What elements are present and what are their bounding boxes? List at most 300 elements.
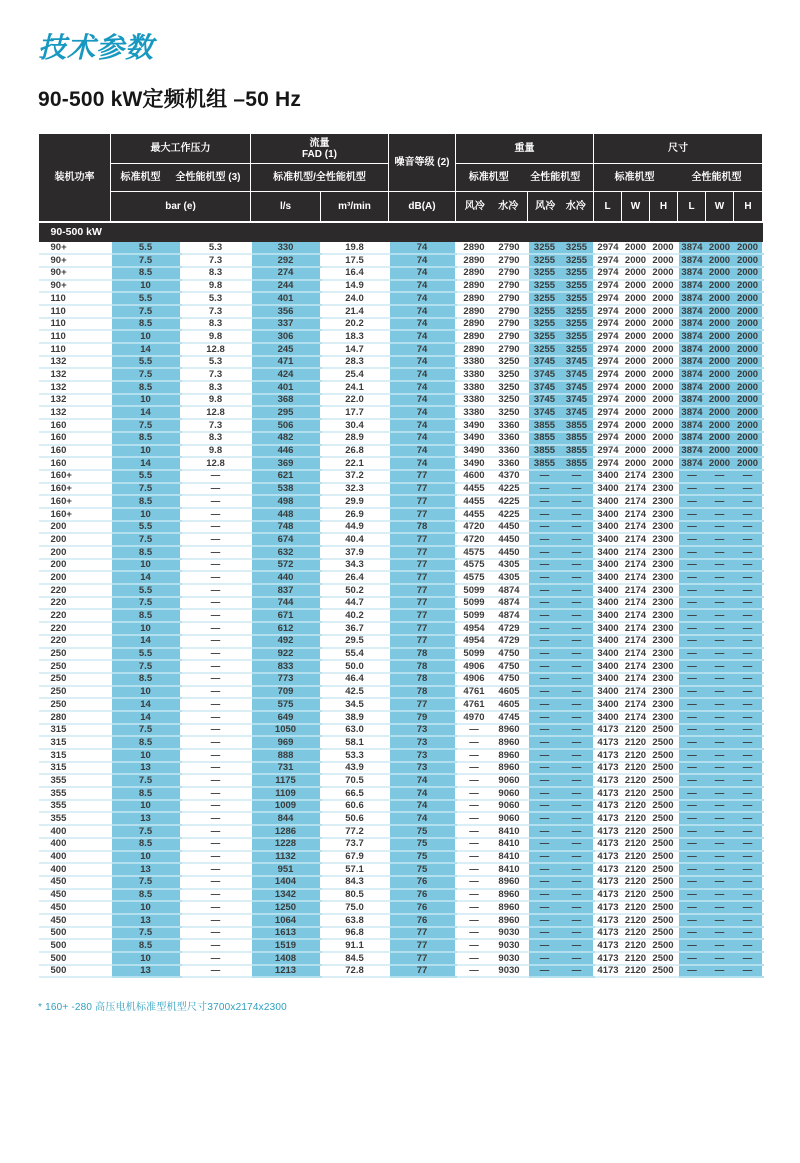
cell: 77: [389, 508, 456, 521]
cell: 3400: [594, 660, 622, 673]
cell: 76: [389, 876, 456, 889]
cell: 2000: [650, 356, 678, 369]
cell: 575: [251, 698, 321, 711]
cell: 424: [251, 368, 321, 381]
cell-power: 110: [39, 305, 111, 318]
cell: 4906: [456, 673, 492, 686]
cell: —: [678, 901, 706, 914]
cell: 63.8: [321, 914, 389, 927]
cell: —: [528, 533, 561, 546]
cell: 2500: [650, 774, 678, 787]
cell-power: 160: [39, 457, 111, 470]
cell: 91.1: [321, 939, 389, 952]
cell: 2174: [622, 686, 650, 699]
cell: 74: [389, 254, 456, 267]
cell: —: [528, 546, 561, 559]
cell: 4305: [492, 571, 528, 584]
cell: 4173: [594, 787, 622, 800]
cell: 3380: [456, 406, 492, 419]
cell: 306: [251, 330, 321, 343]
cell: —: [561, 749, 594, 762]
cell: 4173: [594, 939, 622, 952]
cell: 8.5: [111, 673, 181, 686]
cell: 10: [111, 901, 181, 914]
cell: 4173: [594, 838, 622, 851]
cell: 73: [389, 736, 456, 749]
cell: —: [528, 584, 561, 597]
cell: —: [734, 851, 763, 864]
cell: 2790: [492, 305, 528, 318]
cell: 2000: [734, 280, 763, 293]
cell: —: [678, 927, 706, 940]
cell: —: [561, 571, 594, 584]
cell: 34.3: [321, 559, 389, 572]
cell: —: [181, 939, 251, 952]
cell: 2174: [622, 622, 650, 635]
cell: —: [181, 597, 251, 610]
cell: 3250: [492, 356, 528, 369]
cell: 2500: [650, 787, 678, 800]
cell: 2174: [622, 533, 650, 546]
header-dim-full-w: W: [706, 192, 734, 222]
table-row: [39, 686, 763, 699]
cell: 30.4: [321, 419, 389, 432]
cell: 4906: [456, 660, 492, 673]
cell: 8.5: [111, 381, 181, 394]
cell-power: 110: [39, 330, 111, 343]
cell: 2120: [622, 774, 650, 787]
cell: 8.5: [111, 838, 181, 851]
cell: —: [561, 889, 594, 902]
cell: 4173: [594, 876, 622, 889]
cell: —: [528, 660, 561, 673]
cell: 4173: [594, 749, 622, 762]
cell: 2174: [622, 470, 650, 483]
cell: 471: [251, 356, 321, 369]
cell: 3380: [456, 381, 492, 394]
cell: 4605: [492, 686, 528, 699]
cell: 3400: [594, 609, 622, 622]
cell: 4720: [456, 533, 492, 546]
cell: —: [734, 546, 763, 559]
cell: 2120: [622, 876, 650, 889]
cell: 2300: [650, 470, 678, 483]
table-row: [39, 914, 763, 927]
cell-power: 132: [39, 356, 111, 369]
cell: 4225: [492, 483, 528, 496]
cell: —: [734, 876, 763, 889]
cell: 29.9: [321, 495, 389, 508]
cell: 2500: [650, 927, 678, 940]
cell: —: [561, 812, 594, 825]
cell: —: [678, 736, 706, 749]
cell: 76: [389, 914, 456, 927]
cell: 3255: [561, 292, 594, 305]
cell: 16.4: [321, 267, 389, 280]
cell: —: [734, 660, 763, 673]
cell: —: [181, 889, 251, 902]
table-row: [39, 597, 763, 610]
header-unit-m3min: m³/min: [321, 192, 389, 222]
cell: 2300: [650, 495, 678, 508]
cell: 28.3: [321, 356, 389, 369]
cell: 40.2: [321, 609, 389, 622]
cell: —: [678, 762, 706, 775]
cell: 3255: [561, 267, 594, 280]
cell: —: [678, 952, 706, 965]
cell: 3400: [594, 571, 622, 584]
cell: 8960: [492, 762, 528, 775]
cell: 2120: [622, 825, 650, 838]
cell: —: [734, 571, 763, 584]
cell: 2174: [622, 698, 650, 711]
cell: —: [734, 939, 763, 952]
cell: —: [734, 673, 763, 686]
cell: 2974: [594, 242, 622, 255]
cell: —: [678, 660, 706, 673]
cell: 2000: [650, 368, 678, 381]
cell: 72.8: [321, 965, 389, 978]
cell: 12.8: [181, 343, 251, 356]
cell: —: [561, 838, 594, 851]
cell: 29.5: [321, 635, 389, 648]
cell: 67.9: [321, 851, 389, 864]
page-title: 技术参数: [38, 32, 155, 63]
cell: 3400: [594, 495, 622, 508]
cell: 74: [389, 774, 456, 787]
table-row: [39, 533, 763, 546]
cell: 14: [111, 457, 181, 470]
cell: —: [734, 635, 763, 648]
cell: 25.4: [321, 368, 389, 381]
cell: —: [678, 559, 706, 572]
cell: 8.5: [111, 787, 181, 800]
cell: 9030: [492, 965, 528, 978]
cell: 14: [111, 635, 181, 648]
cell: 77: [389, 927, 456, 940]
cell: 3855: [528, 457, 561, 470]
cell: 295: [251, 406, 321, 419]
cell: 2000: [622, 394, 650, 407]
cell: —: [561, 673, 594, 686]
cell: —: [734, 812, 763, 825]
cell: 2300: [650, 483, 678, 496]
cell: 2500: [650, 762, 678, 775]
cell: 78: [389, 660, 456, 673]
header-pressure-models: [111, 164, 251, 192]
cell: 77: [389, 559, 456, 572]
cell: —: [706, 648, 734, 661]
cell: 3874: [678, 419, 706, 432]
cell: —: [528, 952, 561, 965]
cell: —: [678, 851, 706, 864]
cell: 8960: [492, 901, 528, 914]
cell: 3855: [561, 432, 594, 445]
cell: —: [678, 787, 706, 800]
cell: 2974: [594, 318, 622, 331]
header-weight-models: [456, 164, 594, 192]
cell: 612: [251, 622, 321, 635]
table-row: [39, 381, 763, 394]
cell: 2974: [594, 305, 622, 318]
cell: 4173: [594, 825, 622, 838]
cell: 74: [389, 800, 456, 813]
cell: 77: [389, 952, 456, 965]
cell: 2974: [594, 445, 622, 458]
cell: 3400: [594, 559, 622, 572]
cell: 5099: [456, 597, 492, 610]
cell: —: [734, 698, 763, 711]
cell: 2000: [622, 254, 650, 267]
cell: 3874: [678, 381, 706, 394]
cell: 77: [389, 597, 456, 610]
cell: 2000: [650, 381, 678, 394]
cell: 3874: [678, 330, 706, 343]
cell: —: [678, 622, 706, 635]
cell: 3400: [594, 622, 622, 635]
cell: 2120: [622, 863, 650, 876]
cell: —: [528, 939, 561, 952]
cell: 50.0: [321, 660, 389, 673]
cell: 649: [251, 711, 321, 724]
cell-power: 355: [39, 787, 111, 800]
cell: —: [528, 571, 561, 584]
cell-power: 160: [39, 445, 111, 458]
cell: 2974: [594, 330, 622, 343]
cell-power: 315: [39, 736, 111, 749]
cell-power: 110: [39, 343, 111, 356]
cell: 10: [111, 394, 181, 407]
cell: 2000: [650, 267, 678, 280]
cell: 4173: [594, 965, 622, 978]
cell: —: [181, 660, 251, 673]
cell: 77.2: [321, 825, 389, 838]
cell: 2790: [492, 280, 528, 293]
cell: —: [706, 762, 734, 775]
cell: 8.3: [181, 318, 251, 331]
cell: —: [678, 838, 706, 851]
cell: 2174: [622, 635, 650, 648]
cell: 4173: [594, 889, 622, 902]
cell: 446: [251, 445, 321, 458]
cell: —: [678, 889, 706, 902]
cell: —: [528, 724, 561, 737]
cell: 440: [251, 571, 321, 584]
cell-power: 160+: [39, 483, 111, 496]
cell: —: [734, 800, 763, 813]
cell: —: [706, 927, 734, 940]
cell: 2000: [650, 394, 678, 407]
cell-power: 200: [39, 559, 111, 572]
cell: —: [528, 648, 561, 661]
cell: 2000: [706, 445, 734, 458]
table-row: [39, 406, 763, 419]
cell: 4761: [456, 686, 492, 699]
cell: 2000: [734, 343, 763, 356]
cell: —: [678, 711, 706, 724]
cell: —: [456, 787, 492, 800]
cell: 4729: [492, 635, 528, 648]
cell: —: [181, 533, 251, 546]
cell: —: [561, 483, 594, 496]
cell: —: [678, 800, 706, 813]
cell: 4954: [456, 635, 492, 648]
cell: 3360: [492, 432, 528, 445]
cell: 7.5: [111, 483, 181, 496]
header-dim-std-w: W: [622, 192, 650, 222]
cell: 844: [251, 812, 321, 825]
cell: 4874: [492, 597, 528, 610]
cell: 75.0: [321, 901, 389, 914]
cell: 8.3: [181, 381, 251, 394]
cell: 9030: [492, 952, 528, 965]
cell: 3855: [528, 432, 561, 445]
cell: 1213: [251, 965, 321, 978]
cell: 28.9: [321, 432, 389, 445]
cell: —: [561, 762, 594, 775]
cell: 3400: [594, 711, 622, 724]
cell: 50.2: [321, 584, 389, 597]
header-dim-full-h: H: [734, 192, 763, 222]
cell: —: [561, 660, 594, 673]
cell: 7.3: [181, 305, 251, 318]
cell: 78: [389, 521, 456, 534]
cell: 2120: [622, 914, 650, 927]
cell: 2500: [650, 838, 678, 851]
cell-power: 500: [39, 952, 111, 965]
cell: 2174: [622, 660, 650, 673]
cell-power: 250: [39, 698, 111, 711]
weight-full-air-label: 风冷: [535, 200, 556, 212]
table-row: [39, 863, 763, 876]
header-noise-title: 噪音等级 (2): [389, 134, 456, 192]
cell: —: [456, 800, 492, 813]
cell: 66.5: [321, 787, 389, 800]
cell: 26.8: [321, 445, 389, 458]
cell: —: [561, 470, 594, 483]
cell: 76: [389, 901, 456, 914]
cell: 21.4: [321, 305, 389, 318]
cell: 2790: [492, 330, 528, 343]
cell: 448: [251, 508, 321, 521]
table-row: [39, 825, 763, 838]
cell: 2120: [622, 749, 650, 762]
cell: 2500: [650, 889, 678, 902]
cell: 3255: [528, 318, 561, 331]
cell: 9.8: [181, 394, 251, 407]
cell-power: 90+: [39, 242, 111, 255]
cell: 2974: [594, 267, 622, 280]
cell: 74: [389, 419, 456, 432]
cell: 1050: [251, 724, 321, 737]
table-row: [39, 483, 763, 496]
cell: 2300: [650, 571, 678, 584]
cell: 3400: [594, 521, 622, 534]
cell-power: 400: [39, 825, 111, 838]
cell: —: [181, 851, 251, 864]
cell: 74: [389, 305, 456, 318]
cell: —: [561, 508, 594, 521]
cell: 4575: [456, 546, 492, 559]
cell: 2000: [734, 318, 763, 331]
cell: —: [561, 965, 594, 978]
table-row: [39, 356, 763, 369]
cell: 2000: [650, 280, 678, 293]
cell: 3400: [594, 698, 622, 711]
cell: —: [528, 927, 561, 940]
cell: 3360: [492, 445, 528, 458]
cell: —: [181, 812, 251, 825]
cell: 4173: [594, 774, 622, 787]
cell: 2300: [650, 521, 678, 534]
cell: 14: [111, 711, 181, 724]
table-row: [39, 609, 763, 622]
cell: 3490: [456, 419, 492, 432]
cell: 2890: [456, 267, 492, 280]
cell: 75: [389, 851, 456, 864]
cell: 2000: [622, 280, 650, 293]
cell: 2790: [492, 242, 528, 255]
cell: 2974: [594, 292, 622, 305]
table-row: [39, 521, 763, 534]
cell: 2890: [456, 254, 492, 267]
cell: 4225: [492, 495, 528, 508]
cell: —: [528, 559, 561, 572]
cell: 3874: [678, 394, 706, 407]
cell: 3874: [678, 406, 706, 419]
cell: 621: [251, 470, 321, 483]
cell: 2174: [622, 508, 650, 521]
cell: 3360: [492, 457, 528, 470]
cell: 8.5: [111, 609, 181, 622]
cell: —: [181, 724, 251, 737]
cell: 4745: [492, 711, 528, 724]
cell: 3255: [528, 343, 561, 356]
cell: 2174: [622, 584, 650, 597]
cell: 2500: [650, 749, 678, 762]
cell: 80.5: [321, 889, 389, 902]
cell: 3745: [561, 406, 594, 419]
cell-power: 355: [39, 800, 111, 813]
weight-std-water-label: 水冷: [498, 200, 519, 212]
cell: 10: [111, 559, 181, 572]
cell: —: [456, 812, 492, 825]
cell: 3400: [594, 483, 622, 496]
cell: —: [181, 609, 251, 622]
cell: 2000: [650, 318, 678, 331]
cell: 4874: [492, 584, 528, 597]
cell: 10: [111, 280, 181, 293]
flow-title-line2: FAD (1): [302, 148, 337, 160]
cell: —: [561, 939, 594, 952]
cell: —: [181, 774, 251, 787]
cell-power: 500: [39, 939, 111, 952]
cell: 2890: [456, 330, 492, 343]
cell: 2120: [622, 762, 650, 775]
cell: —: [528, 889, 561, 902]
cell: 57.1: [321, 863, 389, 876]
cell: 2000: [650, 330, 678, 343]
cell: —: [706, 660, 734, 673]
cell-power: 355: [39, 812, 111, 825]
cell: —: [706, 470, 734, 483]
cell: 2974: [594, 254, 622, 267]
header-flow-title: [251, 134, 389, 164]
cell: 2174: [622, 648, 650, 661]
cell: —: [181, 571, 251, 584]
section-label: 90-500 kW: [39, 222, 763, 242]
cell: 13: [111, 762, 181, 775]
